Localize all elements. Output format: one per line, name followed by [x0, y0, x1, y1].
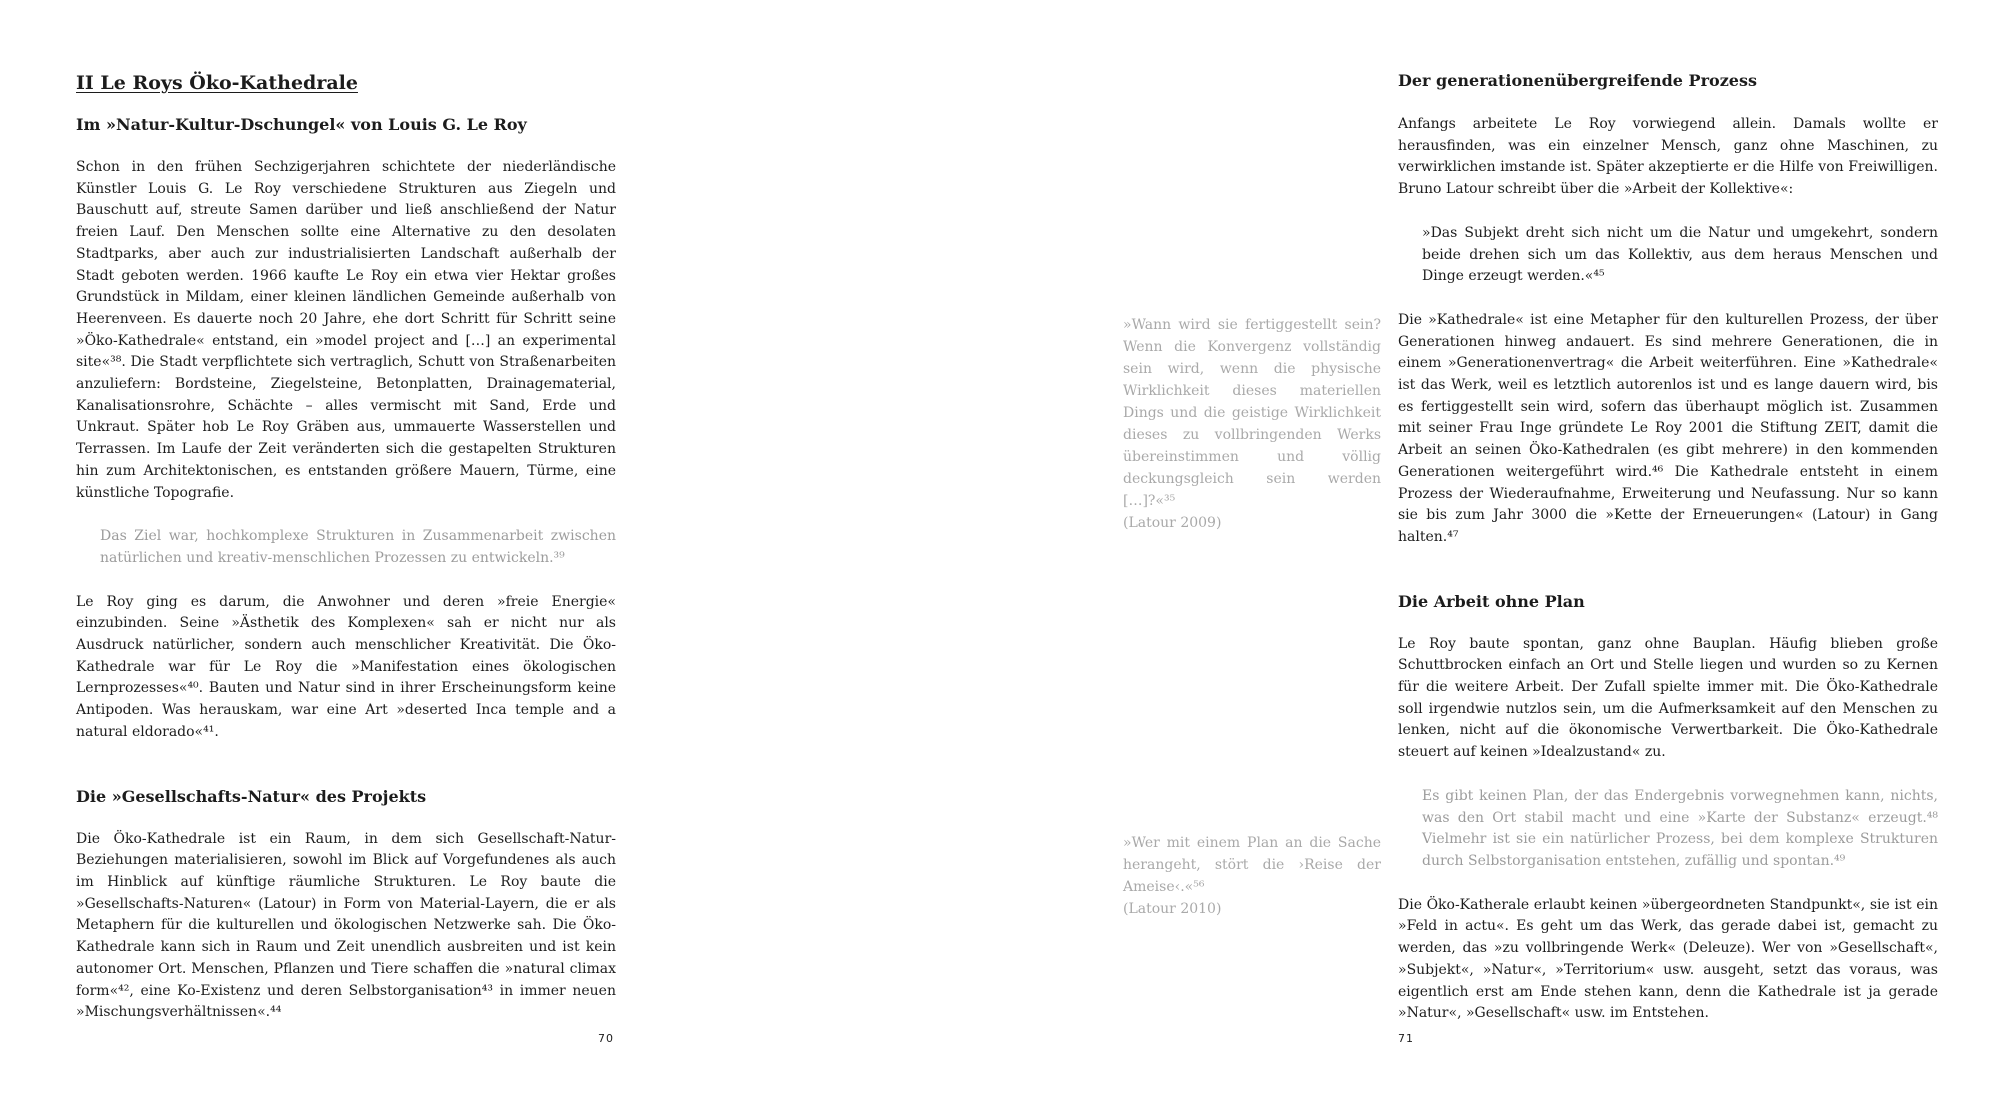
margin-note-source: (Latour 2009)	[1123, 515, 1222, 531]
block-quote-subjekt: »Das Subjekt dreht sich nicht um die Natur und umgekehrt, sondern beide drehen sich um das Kollektiv, aus dem heraus Menschen und Dinge erzeugt werden.«⁴⁵	[1422, 224, 1938, 285]
page-number-right: 71	[1398, 1032, 1414, 1045]
margin-note-source: (Latour 2010)	[1123, 901, 1222, 917]
page-number-left: 70	[598, 1032, 614, 1045]
block-quote-ziel: Das Ziel war, hochkomplexe Strukturen in Zusammenarbeit zwischen natürlichen und kreativ-menschlichen Prozessen zu entwickeln.³⁹	[100, 528, 616, 566]
margin-note-text: »Wann wird sie fertiggestellt sein? Wenn die Konvergenz vollständig sein wird, wenn die physische Wirklichkeit dieses materiellen Dings und die geistige Wirklichkeit dieses zu vollbringenden Werks übereinstimmen und völlig deckungsgleich sein werden […]?«³⁵	[1123, 317, 1381, 509]
margin-note-latour-2009	[1123, 314, 1381, 534]
left-page-column	[76, 70, 616, 1046]
section-heading-ohne-plan: Die Arbeit ohne Plan	[1398, 591, 1585, 611]
paragraph-anfangs: Anfangs arbeitete Le Roy vorwiegend allein. Damals wollte er herausfinden, was ein einzelner Mensch, ganz ohne Maschinen, zu verwirklichen imstande ist. Später akzeptierte er die Hilfe von Freiwilligen. Bruno Latour schreibt über die »Arbeit der Kollektive«:	[1398, 116, 1938, 198]
margin-note-text: »Wer mit einem Plan an die Sache herangeht, stört die ›Reise der Ameise‹.«⁵⁶	[1123, 835, 1381, 895]
section-heading-natur-kultur: Im »Natur-Kultur-Dschungel« von Louis G. Le Roy	[76, 115, 527, 134]
block-quote-kein-plan: Es gibt keinen Plan, der das Endergebnis vorwegnehmen kann, nichts, was den Ort stabil macht und eine »Karte der Substanz« erzeugt.⁴⁸ Vielmehr ist sie ein natürlicher Prozess, bei dem komplexe Strukturen durch Selbstorganisation entstehen, zufällig und spontan.⁴⁹	[1422, 787, 1938, 869]
paragraph-intro: Schon in den frühen Sechzigerjahren schichtete der niederländische Künstler Louis G. Le Roy verschiedene Strukturen aus Ziegeln und Bauschutt auf, streute Samen darüber und ließ anschließend der Natur freien Lauf. Den Menschen sollte eine Alternative zu den desolaten Stadtparks, aber auch zur industrialisierten Landschaft außerhalb der Stadt geboten werden. 1966 kaufte Le Roy ein etwa vier Hektar großes Grundstück in Mildam, einer kleinen ländlichen Gemeinde außerhalb von Heerenveen. Es dauerte noch 20 Jahre, ehe dort Schritt für Schritt seine »Öko-Kathedrale« entstand, ein »model project and […] an experimental site«³⁸. Die Stadt verpflichtete sich vertraglich, Schutt von Straßenarbeiten anzuliefern: Bordsteine, Ziegelsteine, Betonplatten, Drainagematerial, Kanalisationsrohre, Schächte – alles vermischt mit Sand, Erde und Unkraut. Später hob Le Roy Gräben aus, ummauerte Wasserstellen und Terrassen. Im Laufe der Zeit veränderten sich die gestapelten Strukturen hin zum Architektonischen, es entstanden größere Mauern, Türme, eine künstliche Topografie.	[76, 159, 616, 501]
paragraph-kathedrale-metapher: Die »Kathedrale« ist eine Metapher für den kulturellen Prozess, der über Generationen hinweg andauert. Es sind mehrere Generationen, die in einem »Generationenvertrag« die Arbeit weiterführen. Eine »Kathedrale« ist das Werk, weil es letztlich autorenlos ist und es lange dauern wird, bis es fertiggestellt sein wird, sofern das überhaupt möglich ist. Zusammen mit seiner Frau Inge gründete Le Roy 2001 die Stiftung ZEIT, damit die Arbeit an seinen Öko-Kathedralen (es gibt mehrere) in den kommenden Generationen weitergeführt wird.⁴⁶ Die Kathedrale entsteht in einem Prozess der Wiederaufnahme, Erweiterung und Neufassung. Nur so kann sie bis zum Jahr 3000 die »Kette der Erneuerungen« (Latour) in Gang halten.⁴⁷	[1398, 311, 1938, 545]
section-heading-generationen: Der generationenübergreifende Prozess	[1398, 71, 1757, 90]
section-heading-gesellschafts-natur: Die »Gesellschafts-Natur« des Projekts	[76, 786, 427, 806]
section-spacer	[1398, 571, 1938, 591]
margin-note-latour-2010	[1123, 832, 1381, 920]
paragraph-raum: Die Öko-Kathedrale ist ein Raum, in dem sich Gesellschaft-Natur-Beziehungen materialisieren, sowohl im Blick auf Vorgefundenes als auch im Hinblick auf künftige räumliche Strukturen. Le Roy baute die »Gesellschafts-Naturen« (Latour) in Form von Material-Layern, die er als Metaphern für die kulturellen und ökologischen Netzwerke sah. Die Öko-Kathedrale kann sich in Raum und Zeit unendlich ausbreiten und ist kein autonomer Ort. Menschen, Pflanzen und Tiere schaffen die »natural climax form«⁴², eine Ko-Existenz und deren Selbstorganisation⁴³ in immer neuen »Mischungsverhältnissen«.⁴⁴	[76, 830, 616, 1021]
paragraph-spontan: Le Roy baute spontan, ganz ohne Bauplan. Häufig blieben große Schuttbrocken einfach an Ort und Stelle liegen und wurden so zu Kernen für die weitere Arbeit. Der Zufall spielte immer mit. Die Öko-Kathedrale soll irgendwie nutzlos sein, um die Aufmerksamkeit auf den Menschen zu lenken, nicht auf die ökonomische Verwertbarkeit. Die Öko-Kathedrale steuert auf keinen »Idealzustand« zu.	[1398, 635, 1938, 761]
section-spacer	[76, 766, 616, 786]
right-page-column	[1398, 70, 1938, 1047]
paragraph-anwohner: Le Roy ging es darum, die Anwohner und deren »freie Energie« einzubinden. Seine »Ästhetik des Komplexen« sah er nicht nur als Ausdruck natürlicher, sondern auch menschlicher Kreativität. Die Öko-Kathedrale war für Le Roy die »Manifestation eines ökologischen Lernprozesses«⁴⁰. Bauten und Natur sind in ihrer Erscheinungsform keine Antipoden. Was herauskam, war eine Art »deserted Inca temple and a natural eldorado«⁴¹.	[76, 593, 616, 740]
chapter-title: II Le Roys Öko-Kathedrale	[76, 72, 358, 94]
paragraph-feld-in-actu: Die Öko-Katherale erlaubt keinen »übergeordneten Standpunkt«, sie ist ein »Feld in actu«. Es geht um das Werk, das gerade dabei ist, gemacht zu werden, das »zu vollbringende Werk« (Deleuze). Wer von »Gesellschaft«, »Subjekt«, »Natur«, »Territorium« usw. ausgeht, setzt das voraus, was eigentlich erst am Ende stehen kann, denn die Kathedrale ist ja gerade »Natur«, »Gesellschaft« usw. im Entstehen.	[1398, 896, 1938, 1022]
